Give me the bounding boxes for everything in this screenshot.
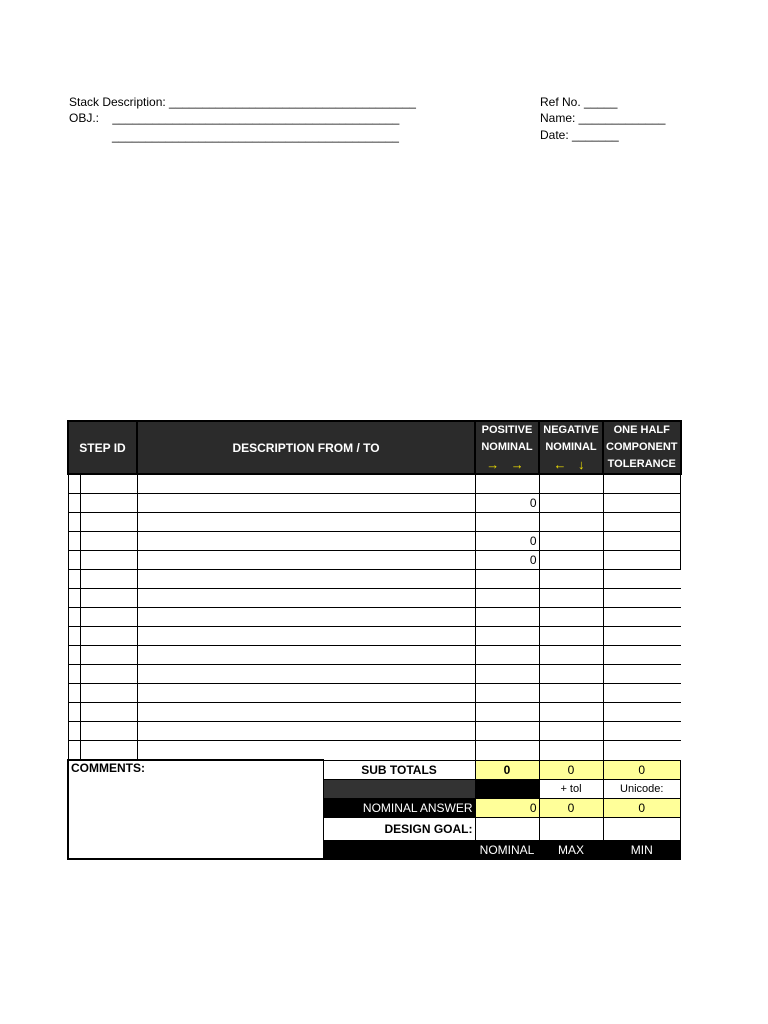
col-positive-line1: POSITIVE: [481, 424, 533, 436]
tolerance-cell[interactable]: [603, 646, 681, 665]
negative-nominal-cell[interactable]: [539, 665, 603, 684]
ref-no-label: Ref No. _____: [540, 95, 618, 109]
design-goal-min-input[interactable]: [603, 817, 681, 840]
positive-nominal-cell[interactable]: [475, 608, 539, 627]
positive-nominal-cell[interactable]: [475, 646, 539, 665]
sub-totals-label: SUB TOTALS: [323, 760, 475, 779]
row-marker: [68, 627, 80, 646]
description-cell[interactable]: [137, 741, 475, 761]
table-header-row: [68, 421, 681, 474]
description-cell[interactable]: [137, 513, 475, 532]
negative-nominal-cell[interactable]: [539, 684, 603, 703]
step-id-cell[interactable]: [80, 474, 137, 494]
negative-nominal-cell[interactable]: [539, 703, 603, 722]
row-marker: [68, 684, 80, 703]
name-label: Name: _____________: [540, 111, 666, 125]
negative-nominal-cell[interactable]: [539, 474, 603, 494]
row-marker: [68, 665, 80, 684]
stack-table: [67, 420, 682, 860]
table-row: [68, 513, 681, 532]
tolerance-cell[interactable]: [603, 608, 681, 627]
date-label: Date: _______: [540, 128, 619, 142]
table-row: [68, 741, 681, 761]
tolerance-cell[interactable]: [603, 551, 681, 570]
positive-nominal-cell[interactable]: [475, 684, 539, 703]
negative-nominal-cell[interactable]: [539, 589, 603, 608]
positive-nominal-cell[interactable]: [475, 589, 539, 608]
col-negative-line1: NEGATIVE: [543, 424, 599, 436]
nominal-answer-label: NOMINAL ANSWER: [323, 798, 475, 817]
row-marker: [68, 589, 80, 608]
row-marker: [68, 532, 80, 551]
left-down-arrow-icon: ← ↓: [553, 457, 589, 472]
step-id-cell[interactable]: [80, 722, 137, 741]
col-negative-nominal: [539, 421, 603, 474]
footer-blank: [323, 840, 475, 859]
nominal-answer-tolerance: 0: [603, 798, 681, 817]
row-marker: [68, 570, 80, 589]
nominal-answer-positive: 0: [475, 798, 539, 817]
tolerance-cell[interactable]: [603, 684, 681, 703]
negative-nominal-cell[interactable]: [539, 551, 603, 570]
row-marker: [68, 474, 80, 494]
negative-nominal-cell[interactable]: [539, 741, 603, 761]
positive-nominal-cell[interactable]: [475, 703, 539, 722]
sub-total-positive: 0: [475, 760, 539, 779]
row-marker: [68, 494, 80, 513]
step-id-cell[interactable]: [80, 589, 137, 608]
right-arrow-icon: → →: [486, 457, 528, 472]
footer-nominal: NOMINAL: [475, 840, 539, 859]
negative-nominal-cell[interactable]: [539, 608, 603, 627]
col-half-line1: ONE HALF: [613, 424, 670, 436]
table-row: [68, 494, 681, 513]
tolerance-cell[interactable]: [603, 474, 681, 494]
negative-nominal-cell[interactable]: [539, 494, 603, 513]
sub-totals-row: [68, 760, 681, 779]
table-row: [68, 684, 681, 703]
tolerance-cell[interactable]: [603, 494, 681, 513]
row-marker: [68, 703, 80, 722]
col-negative-line2: NOMINAL: [545, 441, 597, 453]
description-cell[interactable]: [137, 627, 475, 646]
description-cell[interactable]: [137, 570, 475, 589]
col-half-tolerance: [603, 421, 681, 474]
obj-label: OBJ.: ___________________________________________: [69, 111, 400, 125]
negative-nominal-cell[interactable]: [539, 570, 603, 589]
positive-nominal-cell[interactable]: [475, 570, 539, 589]
table-row: [68, 665, 681, 684]
design-goal-max-input[interactable]: [539, 817, 603, 840]
table-row: [68, 646, 681, 665]
col-half-line2: COMPONENT: [606, 441, 678, 453]
description-cell[interactable]: [137, 589, 475, 608]
positive-nominal-cell[interactable]: [475, 627, 539, 646]
description-cell[interactable]: [137, 551, 475, 570]
description-cell[interactable]: [137, 703, 475, 722]
footer-max: MAX: [539, 840, 603, 859]
tolerance-cell[interactable]: [603, 722, 681, 741]
description-cell[interactable]: [137, 608, 475, 627]
positive-nominal-cell[interactable]: [475, 474, 539, 494]
tolerance-cell[interactable]: [603, 513, 681, 532]
tolerance-cell[interactable]: [603, 589, 681, 608]
step-id-cell[interactable]: [80, 513, 137, 532]
description-cell[interactable]: [137, 722, 475, 741]
design-goal-nominal-input[interactable]: [475, 817, 539, 840]
tol-row-blank: [323, 779, 475, 798]
negative-nominal-cell[interactable]: [539, 627, 603, 646]
table-row: [68, 627, 681, 646]
design-goal-label: DESIGN GOAL:: [323, 817, 475, 840]
positive-nominal-cell[interactable]: [475, 741, 539, 761]
step-id-cell[interactable]: [80, 494, 137, 513]
description-cell[interactable]: [137, 684, 475, 703]
negative-nominal-cell[interactable]: [539, 646, 603, 665]
description-cell[interactable]: [137, 494, 475, 513]
row-marker: [68, 608, 80, 627]
table-row: [68, 608, 681, 627]
tolerance-cell[interactable]: [603, 703, 681, 722]
negative-nominal-cell[interactable]: [539, 722, 603, 741]
step-id-cell[interactable]: [80, 532, 137, 551]
footer-min: MIN: [603, 840, 681, 859]
tolerance-cell[interactable]: [603, 665, 681, 684]
positive-nominal-cell[interactable]: [475, 513, 539, 532]
positive-nominal-cell[interactable]: 0: [475, 551, 539, 570]
tol-row-black-cell: [475, 779, 539, 798]
step-id-cell[interactable]: [80, 646, 137, 665]
col-half-line3: TOLERANCE: [607, 458, 676, 470]
obj-line-2: ___________________________________________: [112, 129, 399, 143]
col-positive-nominal: [475, 421, 539, 474]
row-marker: [68, 551, 80, 570]
step-id-cell[interactable]: [80, 703, 137, 722]
tolerance-cell[interactable]: [603, 627, 681, 646]
positive-nominal-cell[interactable]: [475, 665, 539, 684]
positive-nominal-cell[interactable]: 0: [475, 494, 539, 513]
sub-total-tolerance: 0: [603, 760, 681, 779]
table-row: [68, 589, 681, 608]
table-row: [68, 570, 681, 589]
step-id-cell[interactable]: [80, 551, 137, 570]
step-id-cell[interactable]: [80, 608, 137, 627]
step-id-cell[interactable]: [80, 570, 137, 589]
step-id-cell[interactable]: [80, 684, 137, 703]
table-row: [68, 474, 681, 494]
nominal-answer-negative: 0: [539, 798, 603, 817]
stack-description-label: Stack Description: _____________________________________: [69, 95, 416, 109]
sub-total-negative: 0: [539, 760, 603, 779]
tolerance-cell[interactable]: [603, 532, 681, 551]
step-id-cell[interactable]: [80, 741, 137, 761]
tol-label: + tol: [539, 779, 603, 798]
positive-nominal-cell[interactable]: 0: [475, 532, 539, 551]
col-positive-line2: NOMINAL: [481, 441, 533, 453]
col-description: DESCRIPTION FROM / TO: [137, 421, 475, 474]
description-cell[interactable]: [137, 474, 475, 494]
table-row: [68, 722, 681, 741]
step-id-cell[interactable]: [80, 627, 137, 646]
row-marker: [68, 741, 80, 761]
step-id-cell[interactable]: [80, 665, 137, 684]
row-marker: [68, 646, 80, 665]
description-cell[interactable]: [137, 532, 475, 551]
tolerance-cell[interactable]: [603, 741, 681, 761]
table-row: [68, 551, 681, 570]
negative-nominal-cell[interactable]: [539, 513, 603, 532]
tolerance-cell[interactable]: [603, 570, 681, 589]
table-row: [68, 703, 681, 722]
positive-nominal-cell[interactable]: [475, 722, 539, 741]
table-row: [68, 532, 681, 551]
comments-box[interactable]: [68, 760, 323, 859]
row-marker: [68, 722, 80, 741]
col-step-id: STEP ID: [68, 421, 137, 474]
description-cell[interactable]: [137, 646, 475, 665]
comments-label: COMMENTS:: [71, 761, 145, 775]
row-marker: [68, 513, 80, 532]
unicode-label: Unicode:: [603, 779, 681, 798]
negative-nominal-cell[interactable]: [539, 532, 603, 551]
description-cell[interactable]: [137, 665, 475, 684]
